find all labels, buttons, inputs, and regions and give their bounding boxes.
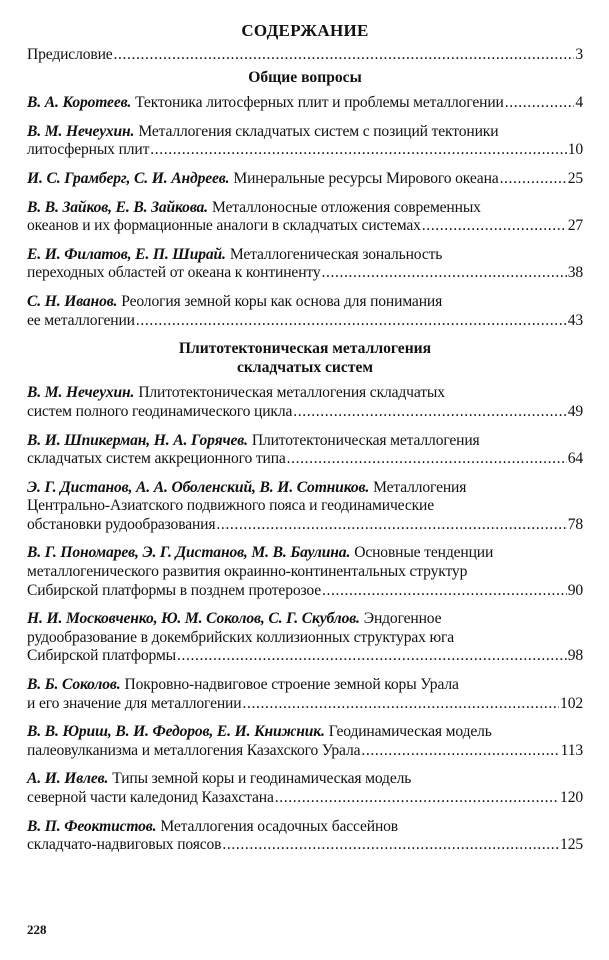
entry-title: океанов и их формационные аналоги в складчатых системах: [27, 217, 421, 235]
toc-entry[interactable]: [27, 610, 583, 666]
folio-page-number: 228: [27, 922, 47, 937]
entry-title: Металлогения складчатых систем с позиций тектоники: [138, 122, 499, 140]
dot-leader: [222, 836, 559, 855]
entry-title: Сибирской платформы: [27, 647, 176, 665]
entry-line: [27, 582, 583, 601]
entry-authors: В. А. Коротеев.: [27, 94, 132, 112]
entry-authors: В. М. Нечеухин.: [27, 384, 135, 402]
toc-entry[interactable]: [27, 676, 583, 713]
sections: [27, 69, 583, 855]
dot-leader: [322, 582, 567, 601]
entry-line: [27, 563, 583, 582]
page-number: 90: [567, 581, 583, 599]
entry-authors: А. И. Ивлев.: [27, 770, 109, 788]
dot-leader: [293, 403, 566, 422]
page-number: 113: [560, 741, 583, 759]
entry-line: [27, 516, 583, 535]
toc-entry[interactable]: [27, 94, 583, 113]
entry-line: [27, 293, 583, 312]
entry-title: палеовулканизма и металлогения Казахского Урала: [27, 741, 361, 759]
entry-line: [27, 742, 583, 761]
dot-leader: [216, 516, 566, 535]
toc-entry[interactable]: [27, 479, 583, 535]
entry-title: Сибирской платформы в позднем протерозое: [27, 581, 322, 599]
entry-title: Геодинамическая модель: [328, 723, 492, 741]
page-title: СОДЕРЖАНИЕ: [241, 21, 369, 40]
entry-line: [27, 450, 583, 469]
dot-leader: [275, 789, 559, 808]
entry-authors: В. М. Нечеухин.: [27, 122, 135, 140]
entry-line: [27, 264, 583, 283]
entry-title: Металлоносные отложения современных: [211, 198, 481, 216]
entry-line: [27, 384, 583, 403]
section-heading: [27, 340, 583, 377]
entry-authors: Е. И. Филатов, Е. П. Ширай.: [27, 245, 226, 263]
dot-leader: [500, 170, 567, 189]
entry-title: металлогенического развития окраинно-континентальных структур: [27, 563, 468, 581]
entry-line: [27, 141, 583, 160]
toc-entry[interactable]: [27, 384, 583, 421]
page-number: 10: [567, 141, 583, 159]
entry-authors: С. Н. Иванов.: [27, 292, 118, 310]
entry-line: [27, 789, 583, 808]
section-heading-line: складчатых систем: [236, 358, 374, 376]
entry-title: Предисловие: [27, 46, 113, 63]
entry-line: [27, 94, 583, 113]
dot-leader: [150, 141, 566, 160]
entry-line: [27, 246, 583, 265]
entry-title: Основные тенденции: [354, 544, 494, 562]
page-number: 78: [567, 515, 583, 533]
entry-line: [27, 432, 583, 451]
entry-line: [27, 836, 583, 855]
entry-authors: В. Б. Соколов.: [27, 676, 121, 694]
entry-authors: И. С. Грамберг, С. И. Андреев.: [27, 169, 230, 187]
dot-leader: [177, 647, 567, 666]
entry-line: [27, 217, 583, 236]
dot-leader: [422, 217, 567, 236]
entry-line: [27, 629, 583, 648]
entry-line: [27, 170, 583, 189]
entry-title: Металлогеническая зональность: [229, 245, 443, 263]
entry-line: [27, 312, 583, 331]
section-heading: [27, 69, 583, 88]
page-number: 27: [567, 217, 583, 235]
entry-title: Типы земной коры и геодинамическая модель: [112, 770, 412, 788]
dot-leader: [322, 264, 567, 283]
page-number: 102: [560, 694, 583, 712]
entry-title: Плитотектоническая металлогения: [251, 431, 480, 449]
entry-line: [27, 695, 583, 714]
entry-line: [27, 479, 583, 498]
section-heading-line: Общие вопросы: [248, 68, 362, 86]
entry-title: Покровно-надвиговое строение земной коры Урала: [124, 676, 459, 694]
toc-entry[interactable]: [27, 544, 583, 600]
entry-title: переходных областей от океана к континенту: [27, 264, 321, 282]
toc-entry[interactable]: [27, 293, 583, 330]
entry-title: и его значение для металлогении: [27, 694, 242, 712]
entry-title: систем полного геодинамического цикла: [27, 402, 293, 420]
toc-entry[interactable]: [27, 723, 583, 760]
entry-authors: Н. И. Московченко, Ю. М. Соколов, С. Г. Скублов.: [27, 610, 360, 628]
entry-authors: Э. Г. Дистанов, А. А. Оболенский, В. И. Сотников.: [27, 478, 370, 496]
entry-line: [27, 199, 583, 218]
entry-title: складчато-надвиговых поясов: [27, 836, 222, 854]
entry-title: Центрально-Азиатского подвижного пояса и геодинамические: [27, 497, 434, 515]
entry-title: северной части каледонид Казахстана: [27, 789, 274, 806]
entry-authors: В. В. Юриш, В. И. Федоров, Е. И. Книжник.: [27, 723, 325, 741]
toc-entry[interactable]: [27, 432, 583, 469]
entry-authors: В. Г. Пономарев, Э. Г. Дистанов, М. В. Баулина.: [27, 544, 351, 562]
page-number: 125: [560, 836, 583, 854]
toc-entry[interactable]: [27, 818, 583, 855]
entry-authors: В. И. Шпикерман, Н. А. Горячев.: [27, 431, 248, 449]
entry-title: Реология земной коры как основа для понимания: [121, 292, 443, 310]
entry-line: [27, 770, 583, 789]
page-number: 38: [567, 264, 583, 282]
entry-title: Тектоника литосферных плит и проблемы металлогении: [135, 94, 504, 112]
entry-line: [27, 544, 583, 563]
entry-title: ее металлогении: [27, 311, 135, 329]
entry-title: Плитотектоническая металлогения складчатых: [138, 384, 445, 402]
page-number: 120: [560, 789, 583, 806]
entry-line: [27, 647, 583, 666]
entry-line: [27, 123, 583, 142]
page-number: 49: [567, 402, 583, 420]
dot-leader: [505, 94, 575, 113]
entry-title: Минеральные ресурсы Мирового океана: [233, 169, 499, 187]
toc-entry[interactable]: [27, 770, 583, 807]
entry-authors: В. В. Зайков, Е. В. Зайкова.: [27, 198, 208, 216]
entry-line: [27, 610, 583, 629]
entry-title: литосферных плит: [27, 141, 150, 159]
dot-leader: [361, 742, 559, 761]
dot-leader: [242, 695, 559, 714]
entry-authors: В. П. Феоктистов.: [27, 817, 157, 835]
entry-line: [27, 676, 583, 695]
toc-entry[interactable]: [27, 170, 583, 189]
entry-title: Эндогенное: [363, 610, 442, 628]
toc-entry[interactable]: [27, 199, 583, 236]
entry-title: рудообразование в докембрийских коллизионных структурах юга: [27, 628, 455, 646]
page-number: 25: [567, 169, 583, 187]
toc-entry[interactable]: [27, 123, 583, 160]
section-heading-line: Плитотектоническая металлогения: [178, 340, 432, 358]
page-number: 3: [575, 46, 583, 63]
entry-line: [27, 818, 583, 837]
dot-leader: [136, 312, 567, 331]
entry-line: [27, 497, 583, 516]
entry-line: [27, 403, 583, 422]
page-number: 98: [567, 647, 583, 665]
entry-title: Металлогения осадочных бассейнов: [160, 817, 399, 835]
toc-entry-preface[interactable]: [27, 46, 583, 65]
entry-title: Металлогения: [373, 478, 467, 496]
page-number: 43: [567, 311, 583, 329]
dot-leader: [287, 450, 567, 469]
toc-entry[interactable]: [27, 246, 583, 283]
entry-title: обстановки рудообразования: [27, 515, 216, 533]
page-number: 4: [575, 94, 583, 112]
dot-leader: [114, 46, 575, 65]
entry-title: складчатых систем аккреционного типа: [27, 450, 286, 468]
page-number: 64: [567, 450, 583, 468]
entry-line: [27, 723, 583, 742]
table-of-contents: [27, 20, 583, 865]
